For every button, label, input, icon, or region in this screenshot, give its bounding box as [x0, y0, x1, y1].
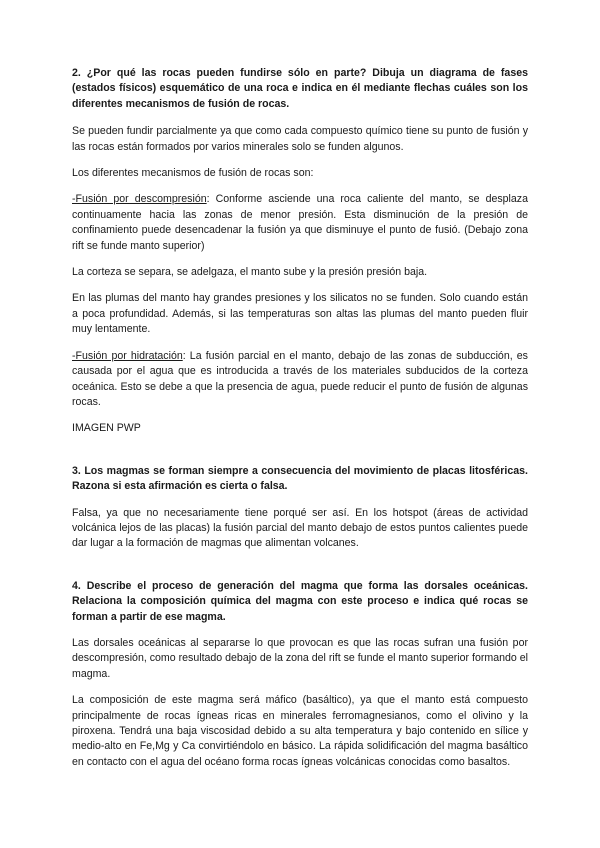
q2-paragraph-4: La corteza se separa, se adelgaza, el manto sube y la presión presión baja.: [72, 266, 428, 279]
term-fusion-descompresion: -Fusión por descompresión: [72, 193, 207, 206]
q3-paragraph-1: Falsa, ya que no necesariamente tiene porqué ser así. En los hotspot (áreas de actividad volcánica lejos de las placas) la fusión parcial del manto debajo de estos puntos calientes puede dar lugar a la formación de magmas que alimentan volcanes.: [72, 506, 528, 550]
q2-paragraph-3-text: : Conforme asciende una roca caliente del manto, se desplaza continuamente hacia las zonas de menor presión. Esta disminución de la presión de confinamiento puede desencadenar la fusión ya que disminuye el punto de fusió. (Debajo zona rift se funde manto superior): [72, 193, 528, 252]
question-3-heading: 3. Los magmas se forman siempre a consecuencia del movimiento de placas litosféricas. Razona si esta afirmación es cierta o falsa.: [72, 464, 528, 493]
question-2-heading: 2. ¿Por qué las rocas pueden fundirse sólo en parte? Dibuja un diagrama de fases (estados físicos) esquemático de una roca e indica en él mediante flechas cuáles son los diferentes mecanismos de fusión de rocas.: [72, 67, 528, 110]
q2-paragraph-1: Se pueden fundir parcialmente ya que como cada compuesto químico tiene su punto de fusión y las rocas están formados por varios minerales solo se funden algunos.: [72, 125, 528, 153]
q4-paragraph-1: Las dorsales oceánicas al separarse lo que provocan es que las rocas sufran una fusión por descompresión, como resultado debajo de la zona del rift se funde el manto superior formando el magma.: [72, 636, 528, 680]
term-fusion-hidratacion: -Fusión por hidratación: [72, 349, 183, 362]
q2-paragraph-5: En las plumas del manto hay grandes presiones y los silicatos no se funden. Solo cuando están a poca profundidad. Además, si las temperaturas son altas las plumas del manto pueden fluir muy lentamente.: [72, 292, 528, 336]
q2-paragraph-6: [72, 349, 528, 411]
q2-image-note: IMAGEN PWP: [72, 422, 141, 435]
question-4-heading: 4. Describe el proceso de generación del magma que forma las dorsales oceánicas. Relaciona la composición química del magma con este proceso e indica qué rocas se forman a partir de ese magma.: [72, 579, 528, 623]
q2-paragraph-6-text: : La fusión parcial en el manto, debajo de las zonas de subducción, es causada por el agua que es introducida a través de los materiales subducidos de la corteza oceánica. Esto se debe a que la presencia de agua, puede reducir el punto de fusión de algunas rocas.: [72, 349, 528, 408]
q2-paragraph-2: Los diferentes mecanismos de fusión de rocas son:: [72, 167, 314, 180]
document-page: [72, 66, 528, 770]
q4-paragraph-2: La composición de este magma será máfico (basáltico), ya que el manto está compuesto principalmente de rocas ígneas ricas en minerales ferromagnesianos, como el olivino y la piroxena. Tendrá una baja viscosidad debido a su alta temperatura y bajo contenido en sílice y medio-alto en Fe,Mg y Ca convirtiéndolo en básico. La rápida solidificación del magma basáltico en contacto con el agua del océano forma rocas ígneas volcánicas conocidas como basaltos.: [72, 694, 528, 768]
q2-paragraph-3: [72, 192, 528, 254]
